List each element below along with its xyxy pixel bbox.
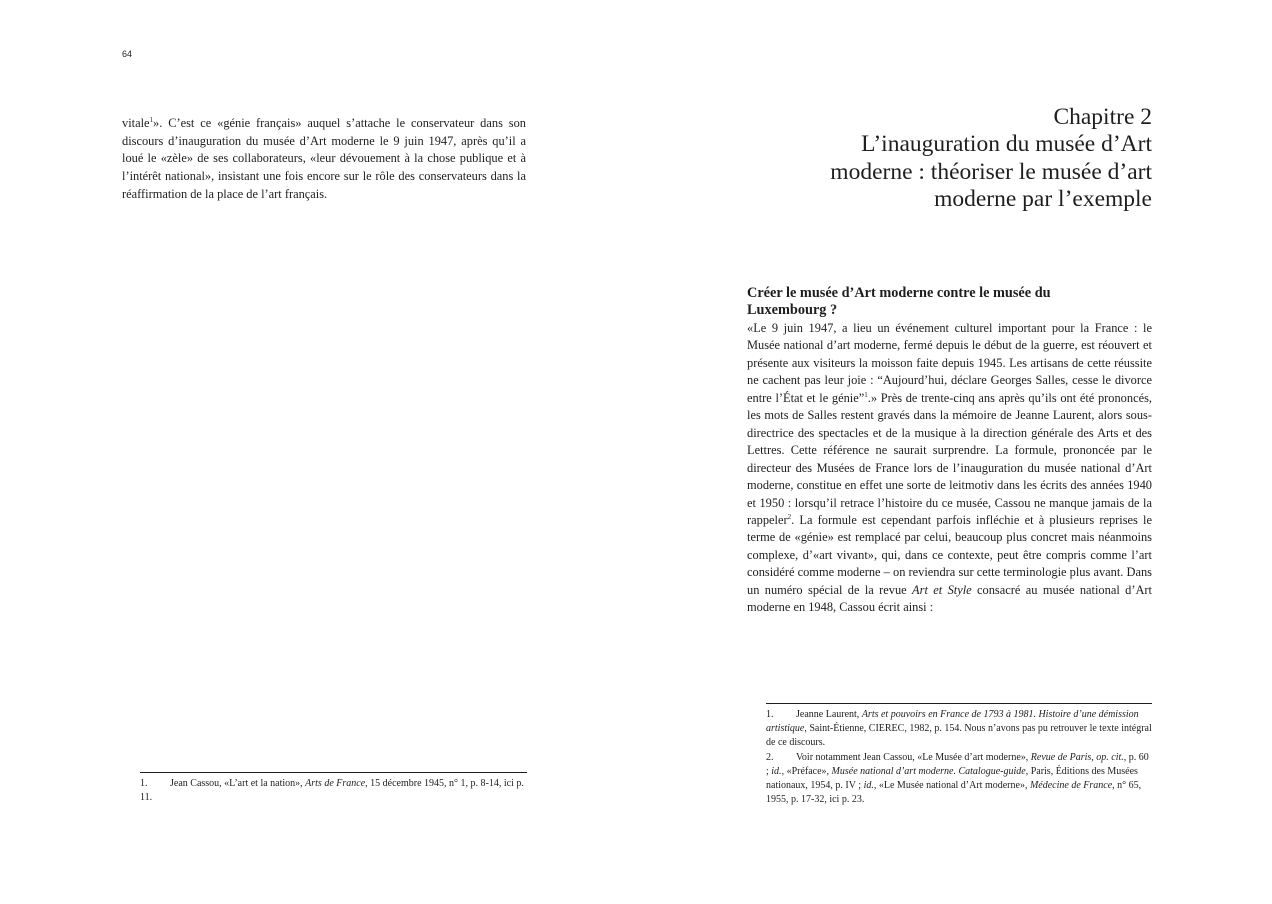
footnote-ref: 2 — [787, 512, 792, 521]
text-run: consacré au musée national d’Art moderne en 1948, Cassou écrit ainsi : — [747, 582, 1152, 615]
right-body-paragraph — [747, 320, 1152, 617]
footnote-rule — [766, 703, 1152, 704]
page-number: 64 — [122, 49, 133, 59]
chapter-label: Chapitre 2 — [1053, 104, 1152, 130]
text-run: vitale — [122, 116, 150, 130]
text-run: .» Près de trente-cinq ans après qu’ils ont été prononcés, les mots de Salles restent gravés dans la mémoire de Jeanne Laurent, alors sous-directrice des spectacles et de la musique à la direction générale des Arts et des Lettres. Cette référence ne saurait surprendre. La formule, prononcée par le directeur des Musées de France lors de l’inauguration du musée national d’Art moderne, constitue en effet une sorte de leitmotiv dans les écrits des années 1940 et 1950 : lorsqu’il retrace l’histoire du ce musée, Cassou ne manque jamais de la rappeler — [747, 390, 1152, 527]
footnote — [766, 708, 1152, 751]
right-footnotes — [766, 703, 1152, 807]
footnote-ref: 1 — [864, 390, 868, 399]
text-run: Jeanne Laurent, — [796, 709, 862, 720]
text-run: . La formule est cependant parfois infléchie et à plusieurs reprises le terme de «génie» est remplacé par celui, beaucoup plus concret mais néanmoins complexe, d’«art vivant», qui, dans ce contexte, peut être compris comme l’art considéré comme moderne – on reviendra sur cette terminologie plus avant. Dans un numéro spécial de la revue — [747, 512, 1152, 597]
left-body-paragraph — [122, 115, 526, 204]
book-title: Arts et pouvoirs en France de 1793 à 1981. Histoire d’une démission artistique — [766, 709, 1139, 735]
text-run: , Saint-Étienne, CIEREC, 1982, p. 154. Nous n’avons pas pu retrouver le texte intégral de ce discours. — [766, 723, 1152, 749]
journal-title: Art et Style — [912, 582, 972, 597]
footnote-number: 1. — [140, 778, 148, 789]
text-run: , «Le Musée national d’Art moderne», — [873, 780, 1030, 792]
journal-title: Revue de Paris, op. cit. — [1030, 751, 1124, 763]
text-run: id. — [863, 780, 874, 792]
text-run: id. — [771, 765, 782, 777]
journal-title: Arts de France — [305, 778, 366, 789]
text-run: «Le 9 juin 1947, a lieu un événement culturel important pour la France : le Musée national d’art moderne, fermé depuis le début de la guerre, est réouvert et présente aux visiteurs la moisson faite depuis 1945. Les artisans de cette réussite ne cachent pas leur joie : “Aujourd’hui, déclare Georges Salles, cesse le divorce entre l’État et le génie” — [747, 321, 1152, 405]
text-run: , Paris, Éditions des Musées nationaux, 1954, p. IV ; — [766, 765, 1138, 792]
footnote-ref: 1 — [149, 115, 154, 124]
chapter-title-line: L’inauguration du musée d’Art — [861, 131, 1152, 158]
text-run: , p. 60 ; — [766, 751, 1149, 777]
footnote — [140, 777, 527, 805]
book-title: Musée national d’art moderne. Catalogue-guide — [831, 765, 1026, 777]
text-run: , 15 décembre 1945, n° 1, p. 8-14, ici p. 11. — [140, 778, 524, 804]
footnote-number: 2. — [766, 751, 774, 763]
journal-title: Médecine de France — [1029, 780, 1113, 792]
footnote-rule — [140, 772, 527, 773]
text-run: , n° 65, 1955, p. 17-32, ici p. 23. — [766, 780, 1142, 806]
chapter-title-line: moderne : théoriser le musée d’art — [830, 158, 1152, 185]
chapter-title-line: moderne par l’exemple — [934, 185, 1152, 212]
left-footnotes — [140, 772, 527, 805]
text-run: Jean Cassou, «L’art et la nation», — [170, 778, 306, 789]
footnote — [766, 751, 1152, 808]
chapter-title — [800, 104, 1152, 213]
text-run: , «Préface», — [781, 765, 832, 777]
footnote-number: 1. — [766, 709, 774, 720]
text-run: Voir notamment Jean Cassou, «Le Musée d’art moderne», — [796, 751, 1031, 763]
section-heading: Créer le musée d’Art moderne contre le musée du Luxembourg ? — [747, 285, 1051, 318]
text-run: ». C’est ce «génie français» auquel s’attache le conservateur dans son discours d’inauguration du musée d’Art moderne le 9 juin 1947, après qu’il a loué le «zèle» de ses collaborateurs, «leur dévouement à la chose publique et à l’intérêt national», insistant une fois encore sur le rôle des conservateurs dans la réaffirmation de la place de l’art français. — [122, 116, 526, 201]
